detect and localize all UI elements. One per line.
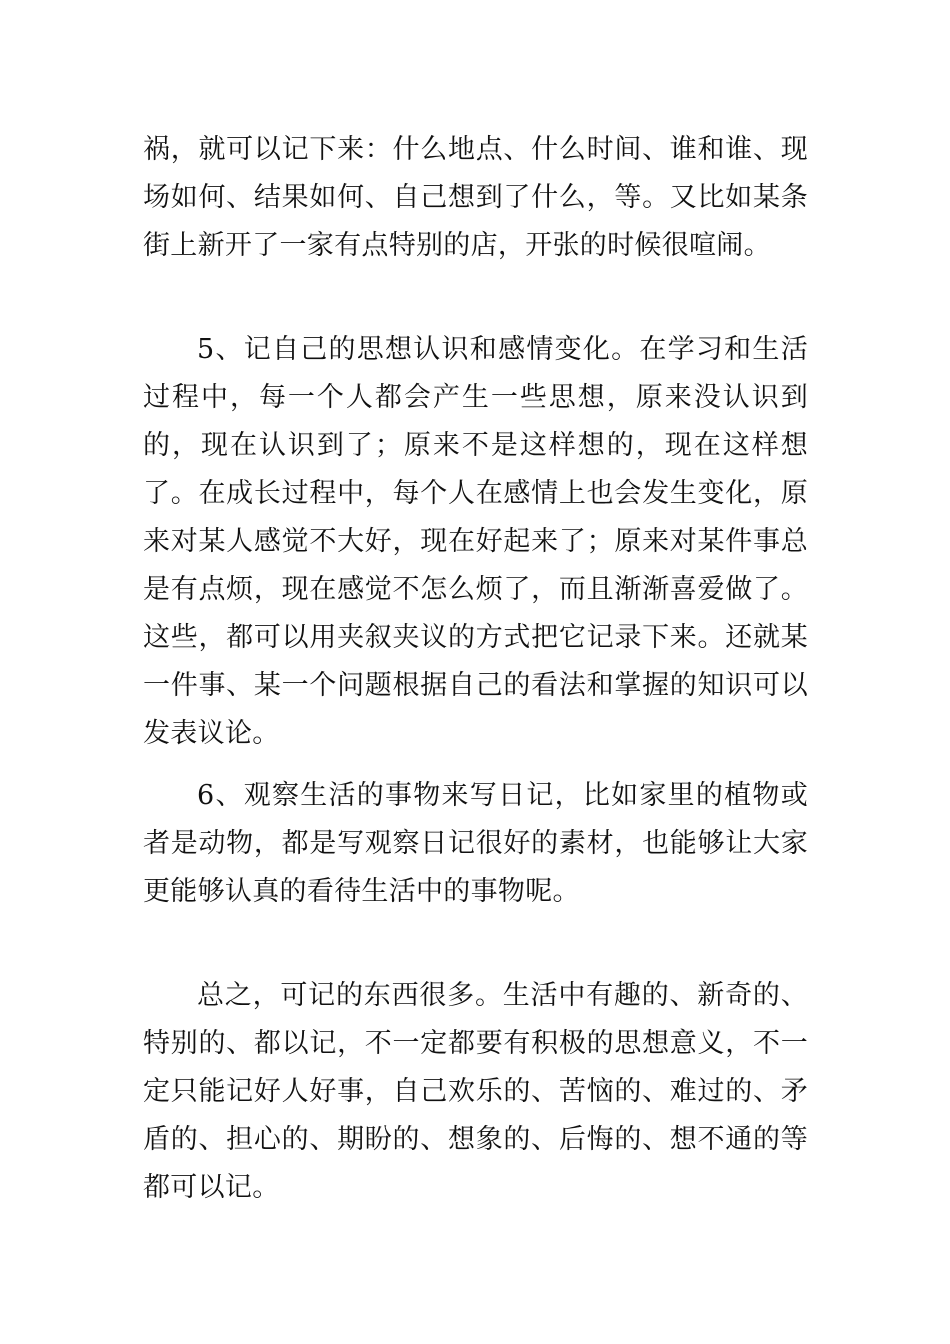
paragraph-item-6: 6、观察生活的事物来写日记，比如家里的植物或者是动物，都是写观察日记很好的素材，也能够让大家更能够认真的看待生活中的事物呢。 bbox=[143, 780, 808, 907]
paragraph-summary: 总之，可记的东西很多。生活中有趣的、新奇的、特别的、都以记，不一定都要有积极的思想意义，不一定只能记好人好事，自己欢乐的、苦恼的、难过的、矛盾的、担心的、期盼的、想象的、后悔的、想不通的等都可以记。 bbox=[143, 980, 808, 1203]
paragraph-item-5: 5、记自己的思想认识和感情变化。在学习和生活过程中，每一个人都会产生一些思想，原来没认识到的，现在认识到了；原来不是这样想的，现在这样想了。在成长过程中，每个人在感情上也会发生变化，原来对某人感觉不大好，现在好起来了；原来对某件事总是有点烦，现在感觉不怎么烦了，而且渐渐喜爱做了。这些，都可以用夹叙夹议的方式把它记录下来。还就某一件事、某一个问题根据自己的看法和掌握的知识可以发表议论。 bbox=[143, 334, 808, 749]
paragraph-continuation: 祸，就可以记下来：什么地点、什么时间、谁和谁、现场如何、结果如何、自己想到了什么，等。又比如某条街上新开了一家有点特别的店，开张的时候很喧闹。 bbox=[143, 134, 808, 261]
